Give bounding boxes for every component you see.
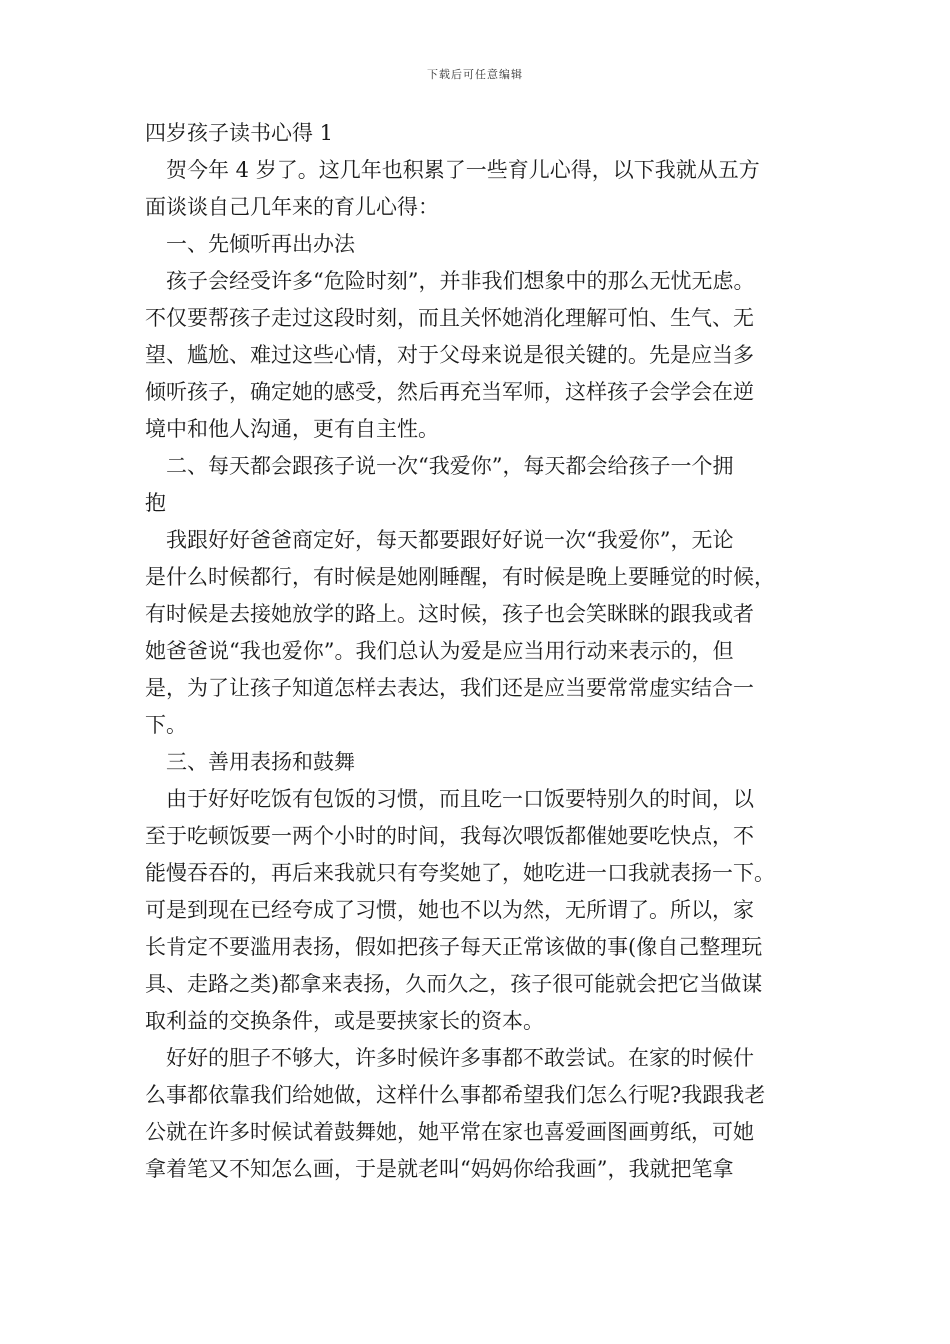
text-line: 倾听孩子，确定她的感受，然后再充当军师，这样孩子会学会在逆 <box>145 380 754 404</box>
download-note: 下载后可任意编辑 <box>427 68 523 81</box>
document-title: 四岁孩子读书心得 1 <box>145 121 334 145</box>
text-line: 么事都依靠我们给她做，这样什么事都希望我们怎么行呢?我跟我老 <box>145 1083 766 1107</box>
text-line: 是，为了让孩子知道怎样去表达，我们还是应当要常常虚实结合一 <box>145 676 754 700</box>
text-line: 我跟好好爸爸商定好，每天都要跟好好说一次“我爱你”，无论 <box>145 528 734 552</box>
text-line: 抱 <box>145 491 166 515</box>
text-line: 贺今年 4 岁了。这几年也积累了一些育儿心得，以下我就从五方 <box>145 158 760 182</box>
text-line: 望、尴尬、难过这些心情，对于父母来说是很关键的。先是应当多 <box>145 343 754 367</box>
text-line: 不仅要帮孩子走过这段时刻，而且关怀她消化理解可怕、生气、无 <box>145 306 754 330</box>
text-line: 面谈谈自己几年来的育儿心得： <box>145 195 439 219</box>
text-line: 是什么时候都行，有时候是她刚睡醒，有时候是晚上要睡觉的时候， <box>145 565 775 589</box>
text-line: 拿着笔又不知怎么画，于是就老叫“妈妈你给我画”，我就把笔拿 <box>145 1157 734 1181</box>
document-body <box>145 115 815 1188</box>
text-line: 三、善用表扬和鼓舞 <box>145 750 355 774</box>
text-line: 具、走路之类)都拿来表扬，久而久之，孩子很可能就会把它当做谋 <box>145 972 763 996</box>
paragraph-lines <box>145 152 815 1188</box>
text-line: 取利益的交换条件，或是要挟家长的资本。 <box>145 1009 544 1033</box>
text-line: 至于吃顿饭要一两个小时的时间，我每次喂饭都催她要吃快点，不 <box>145 824 754 848</box>
text-line: 公就在许多时候试着鼓舞她，她平常在家也喜爱画图画剪纸，可她 <box>145 1120 754 1144</box>
text-line: 有时候是去接她放学的路上。这时候，孩子也会笑眯眯的跟我或者 <box>145 602 754 626</box>
text-line: 孩子会经受许多“危险时刻”，并非我们想象中的那么无忧无虑。 <box>145 269 755 293</box>
text-line: 她爸爸说“我也爱你”。我们总认为爱是应当用行动来表示的，但 <box>145 639 734 663</box>
text-line: 下。 <box>145 713 187 737</box>
text-line: 一、先倾听再出办法 <box>145 232 355 256</box>
text-line: 能慢吞吞的，再后来我就只有夸奖她了，她吃进一口我就表扬一下。 <box>145 861 775 885</box>
text-line: 长肯定不要滥用表扬，假如把孩子每天正常该做的事(像自己整理玩 <box>145 935 763 959</box>
text-line: 好好的胆子不够大，许多时候许多事都不敢尝试。在家的时候什 <box>145 1046 754 1070</box>
text-line: 由于好好吃饭有包饭的习惯，而且吃一口饭要特别久的时间，以 <box>145 787 754 811</box>
text-line: 二、每天都会跟孩子说一次“我爱你”，每天都会给孩子一个拥 <box>145 454 734 478</box>
text-line: 境中和他人沟通，更有自主性。 <box>145 417 439 441</box>
text-line: 可是到现在已经夸成了习惯，她也不以为然，无所谓了。所以，家 <box>145 898 754 922</box>
